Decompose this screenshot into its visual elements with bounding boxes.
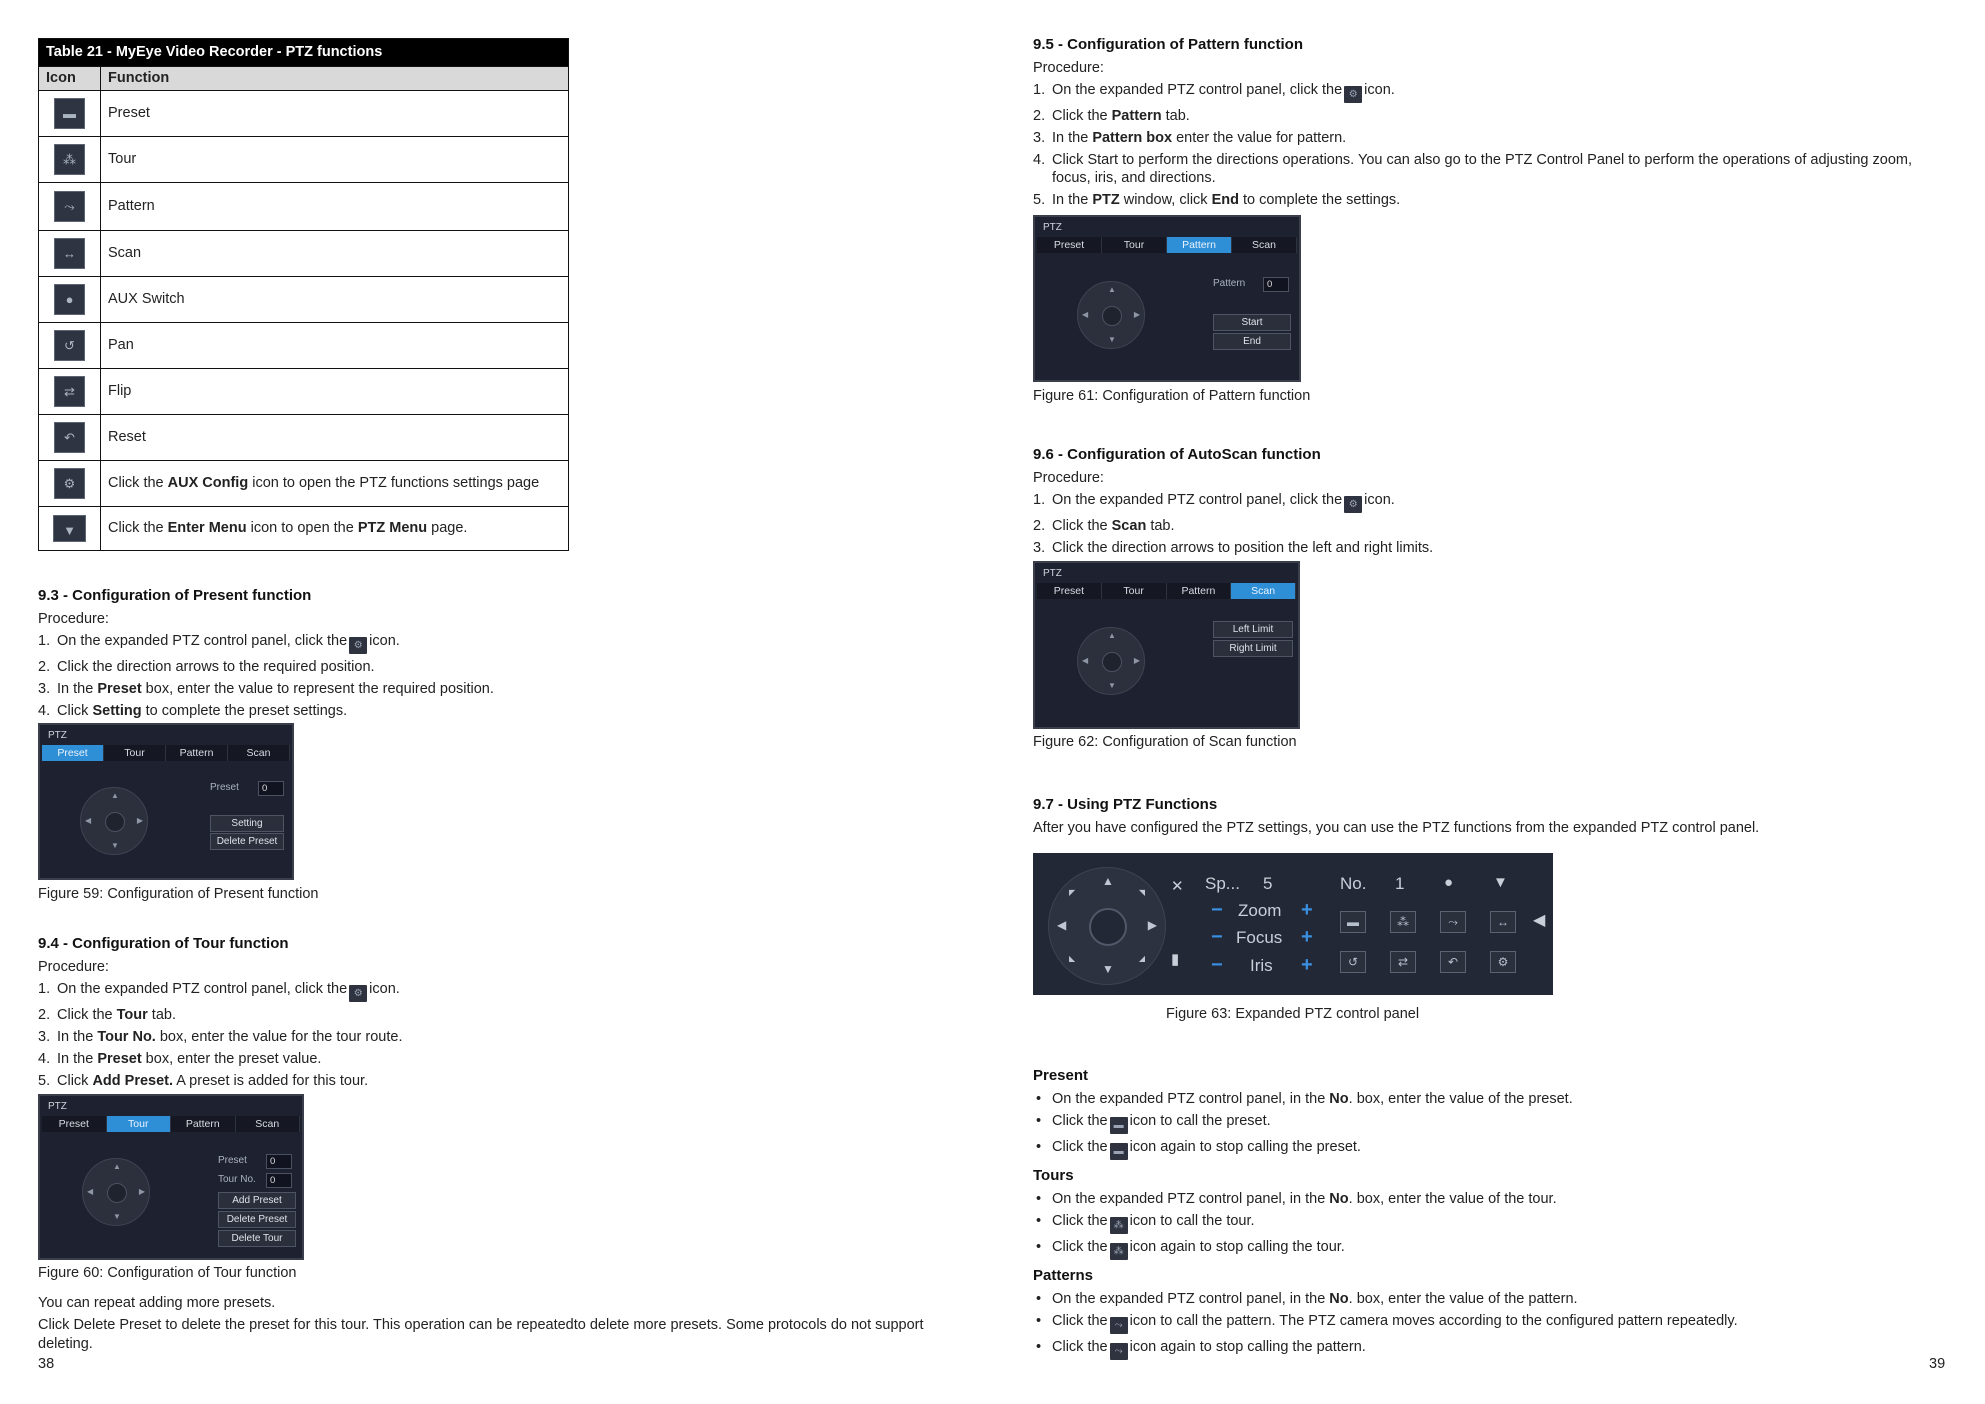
pattern-label: Pattern	[1213, 278, 1246, 289]
speed-value[interactable]: 5	[1263, 874, 1273, 893]
section-9-6	[1033, 445, 1943, 561]
section-9-7	[1033, 795, 1943, 837]
tour-icon: ⁂	[1110, 1217, 1128, 1234]
direction-joystick[interactable]: ▲ ▼ ◀ ▶	[1077, 627, 1145, 695]
page-number-left: 38	[38, 1356, 55, 1372]
figure-caption: Figure 63: Expanded PTZ control panel	[1166, 1006, 1420, 1022]
preset-icon[interactable]: ▬	[1340, 911, 1366, 933]
col-icon-header: Icon	[39, 66, 101, 90]
list-item: 4. Click Start to perform the directions operations. You can also go to the PTZ Control Panel to perform the operations of adjusting zoom, focus, iris, and directions.	[1033, 151, 1912, 187]
direction-joystick[interactable]: ▲ ▼ ◀ ▶	[1077, 281, 1145, 349]
section-heading: 9.5 - Configuration of Pattern function	[1033, 36, 1303, 53]
pattern-icon[interactable]: ⤳	[1440, 911, 1466, 933]
table-row: Click the AUX Config icon to open the PTZ functions settings page	[101, 460, 569, 506]
list-item: 5. Click Add Preset. A preset is added for this tour.	[38, 1072, 369, 1089]
section-9-5	[1033, 35, 1943, 214]
table-row: Reset	[101, 414, 569, 460]
table-row: AUX Switch	[101, 276, 569, 322]
section-heading: 9.3 - Configuration of Present function	[38, 587, 312, 604]
ptz-functions-table	[38, 38, 569, 551]
start-button[interactable]: Start	[1213, 314, 1291, 331]
list-item: 2. Click the Pattern tab.	[1033, 107, 1190, 124]
tab-scan[interactable]: Scan	[1232, 237, 1297, 253]
table-row: Tour	[101, 136, 569, 182]
delete-preset-button[interactable]: Delete Preset	[218, 1211, 296, 1228]
focus-minus-button[interactable]: −	[1211, 926, 1223, 948]
procedure-label: Procedure:	[1033, 469, 1104, 486]
no-label: No.	[1340, 874, 1367, 893]
section-9-4	[38, 934, 938, 1094]
focus-plus-button[interactable]: +	[1301, 926, 1313, 948]
preset-label: Preset	[218, 1155, 247, 1166]
paragraph: After you have configured the PTZ settings, you can use the PTZ functions from the expanded PTZ control panel.	[1033, 819, 1760, 836]
scan-icon: ↔	[54, 238, 85, 269]
gear-icon: ⚙	[1344, 86, 1362, 103]
list-item: 2. Click the direction arrows to the required position.	[38, 658, 375, 675]
collapse-arrow-icon[interactable]: ◀	[1533, 912, 1546, 929]
section-heading: 9.4 - Configuration of Tour function	[38, 935, 289, 952]
table-row: Pattern	[101, 182, 569, 230]
iris-minus-button[interactable]: −	[1211, 954, 1223, 976]
tab-tour[interactable]: Tour	[107, 1116, 172, 1132]
tab-preset[interactable]: Preset	[1037, 583, 1102, 599]
tour-icon: ⁂	[54, 144, 85, 175]
panel-title: PTZ	[1043, 568, 1062, 579]
subsection-heading: Tours	[1033, 1167, 1074, 1184]
procedure-label: Procedure:	[1033, 59, 1104, 76]
list-item: • On the expanded PTZ control panel, in the No. box, enter the value of the pattern.	[1033, 1290, 1943, 1309]
tab-preset[interactable]: Preset	[42, 745, 104, 761]
page-number-right: 39	[1929, 1356, 1946, 1372]
zoom-label: Zoom	[1238, 901, 1282, 920]
list-item: • On the expanded PTZ control panel, in the No. box, enter the value of the preset.	[1033, 1090, 1943, 1109]
panel-title: PTZ	[1043, 222, 1062, 233]
flip-icon[interactable]: ⇄	[1390, 951, 1416, 973]
ptz-pattern-panel	[1033, 215, 1301, 382]
direction-joystick[interactable]: ▲ ▼ ◀ ▶	[82, 1158, 150, 1226]
preset-icon: ▬	[1110, 1143, 1128, 1160]
list-item: • Click the ⁂ icon to call the tour.	[1033, 1212, 1943, 1234]
table-row: Pan	[101, 322, 569, 368]
aux-switch-icon: ●	[54, 284, 85, 315]
zoom-plus-button[interactable]: +	[1301, 899, 1313, 921]
list-item: 3. In the Pattern box enter the value for pattern.	[1033, 129, 1347, 146]
pan-icon[interactable]: ↺	[1340, 951, 1366, 973]
procedure-label: Procedure:	[38, 610, 109, 627]
procedure-label: Procedure:	[38, 958, 109, 975]
direction-joystick[interactable]: ▲ ▼ ◀ ▶ ◤ ◥ ◣ ◢	[1048, 867, 1166, 985]
end-button[interactable]: End	[1213, 333, 1291, 350]
tab-pattern[interactable]: Pattern	[1167, 237, 1232, 253]
list-item: 4. In the Preset box, enter the preset value.	[38, 1050, 322, 1067]
pan-icon: ↺	[54, 330, 85, 361]
delete-preset-button[interactable]: Delete Preset	[210, 833, 284, 850]
tab-tour[interactable]: Tour	[104, 745, 166, 761]
list-item: • Click the ⤳ icon to call the pattern. The PTZ camera moves according to the configured pattern repeatedly.	[1033, 1312, 1943, 1334]
section-heading: 9.6 - Configuration of AutoScan function	[1033, 446, 1321, 463]
tab-preset[interactable]: Preset	[42, 1116, 107, 1132]
aux-config-icon[interactable]: ⚙	[1490, 951, 1516, 973]
table-caption: Table 21 - MyEye Video Recorder - PTZ functions	[39, 39, 569, 67]
tab-pattern[interactable]: Pattern	[166, 745, 228, 761]
subsection-heading: Present	[1033, 1067, 1089, 1084]
pattern-icon: ⤳	[54, 191, 85, 222]
tab-pattern[interactable]: Pattern	[171, 1116, 236, 1132]
tab-tour[interactable]: Tour	[1102, 237, 1167, 253]
table-row: Preset	[101, 90, 569, 136]
preset-input[interactable]: 0	[266, 1154, 292, 1169]
pattern-input[interactable]: 0	[1263, 277, 1289, 292]
left-limit-button[interactable]: Left Limit	[1213, 621, 1293, 638]
add-preset-button[interactable]: Add Preset	[218, 1192, 296, 1209]
list-item: 4. Click Setting to complete the preset settings.	[38, 702, 348, 719]
tour-notes	[38, 1294, 948, 1354]
direction-joystick[interactable]: ▲ ▼ ◀ ▶	[80, 787, 148, 855]
table-row: Click the Enter Menu icon to open the PTZ Menu page.	[101, 506, 569, 550]
list-item: • Click the ⤳ icon again to stop calling the pattern.	[1033, 1338, 1943, 1360]
tab-scan[interactable]: Scan	[228, 745, 290, 761]
tab-scan[interactable]: Scan	[236, 1116, 301, 1132]
list-item: 1. On the expanded PTZ control panel, click the ⚙ icon.	[1033, 81, 1943, 103]
ptz-preset-panel	[38, 723, 294, 880]
list-item: 3. In the Preset box, enter the value to represent the required position.	[38, 680, 494, 697]
reset-icon[interactable]: ↶	[1440, 951, 1466, 973]
list-item: 3. In the Tour No. box, enter the value for the tour route.	[38, 1028, 403, 1045]
list-item: 2. Click the Tour tab.	[38, 1006, 176, 1023]
panel-title: PTZ	[48, 1101, 67, 1112]
preset-icon: ▬	[1110, 1117, 1128, 1134]
list-item: 1. On the expanded PTZ control panel, click the ⚙ icon.	[1033, 491, 1943, 513]
list-item: 1. On the expanded PTZ control panel, click the ⚙ icon.	[38, 632, 938, 654]
delete-tour-button[interactable]: Delete Tour	[218, 1230, 296, 1247]
gear-icon: ⚙	[1344, 496, 1362, 513]
aux-config-icon: ⚙	[54, 468, 85, 499]
pattern-icon: ⤳	[1110, 1317, 1128, 1334]
list-item: • Click the ▬ icon to call the preset.	[1033, 1112, 1943, 1134]
flip-icon: ⇄	[54, 376, 85, 407]
tour-icon[interactable]: ⁂	[1390, 911, 1416, 933]
figure-caption: Figure 59: Configuration of Present function	[38, 886, 319, 902]
gear-icon: ⚙	[349, 985, 367, 1002]
ptz-tour-panel	[38, 1094, 304, 1260]
enter-menu-icon[interactable]: ▼	[1493, 874, 1508, 891]
patterns-section	[1033, 1266, 1943, 1363]
panel-title: PTZ	[48, 730, 67, 741]
tour-icon: ⁂	[1110, 1243, 1128, 1260]
right-limit-button[interactable]: Right Limit	[1213, 640, 1293, 657]
focus-label: Focus	[1236, 928, 1283, 947]
figure-caption: Figure 62: Configuration of Scan function	[1033, 734, 1297, 750]
speed-label: Sp...	[1205, 874, 1240, 893]
table-row: Flip	[101, 368, 569, 414]
zoom-search-icon[interactable]	[1089, 908, 1127, 946]
list-item: • Click the ▬ icon again to stop calling the preset.	[1033, 1138, 1943, 1160]
scan-icon[interactable]: ↔	[1490, 911, 1516, 933]
tab-scan[interactable]: Scan	[1231, 583, 1296, 599]
expanded-ptz-control-panel	[1033, 853, 1553, 995]
paragraph: Click Delete Preset to delete the preset for this tour. This operation can be repeatedto delete more presets. Some protocols do not support deleting.	[38, 1316, 924, 1352]
enter-menu-icon: ▼	[53, 515, 86, 542]
preset-icon: ▬	[54, 98, 85, 129]
subsection-heading: Patterns	[1033, 1267, 1094, 1284]
setting-button[interactable]: Setting	[210, 815, 284, 832]
present-section	[1033, 1066, 1943, 1163]
tab-pattern[interactable]: Pattern	[1167, 583, 1232, 599]
list-item: 5. In the PTZ window, click End to complete the settings.	[1033, 192, 1401, 209]
gear-icon: ⚙	[349, 637, 367, 654]
preset-input[interactable]: 0	[258, 781, 284, 796]
iris-plus-button[interactable]: +	[1301, 954, 1313, 976]
paragraph: You can repeat adding more presets.	[38, 1295, 276, 1311]
tour-no-label: Tour No.	[218, 1174, 256, 1185]
mouse-icon: ▮	[1171, 951, 1180, 968]
zoom-minus-button[interactable]: −	[1211, 899, 1223, 921]
figure-caption: Figure 61: Configuration of Pattern function	[1033, 388, 1311, 404]
list-item: • On the expanded PTZ control panel, in the No. box, enter the value of the tour.	[1033, 1190, 1943, 1209]
tour-no-input[interactable]: 0	[266, 1173, 292, 1188]
list-item: 2. Click the Scan tab.	[1033, 517, 1175, 534]
fullscreen-icon[interactable]: ✕	[1171, 878, 1184, 895]
reset-icon: ↶	[54, 422, 85, 453]
tab-preset[interactable]: Preset	[1037, 237, 1102, 253]
figure-caption: Figure 60: Configuration of Tour function	[38, 1265, 297, 1281]
list-item: • Click the ⁂ icon again to stop calling the tour.	[1033, 1238, 1943, 1260]
no-value[interactable]: 1	[1395, 874, 1405, 893]
section-heading: 9.7 - Using PTZ Functions	[1033, 796, 1218, 813]
preset-label: Preset	[210, 782, 239, 793]
list-item: 3. Click the direction arrows to position the left and right limits.	[1033, 539, 1434, 556]
iris-label: Iris	[1250, 956, 1273, 975]
col-function-header: Function	[101, 66, 569, 90]
pattern-icon: ⤳	[1110, 1343, 1128, 1360]
section-9-3	[38, 586, 938, 724]
aux-switch-icon[interactable]: ●	[1444, 874, 1454, 891]
ptz-scan-panel	[1033, 561, 1300, 729]
tab-tour[interactable]: Tour	[1102, 583, 1167, 599]
table-row: Scan	[101, 230, 569, 276]
tours-section	[1033, 1166, 1943, 1263]
list-item: 1. On the expanded PTZ control panel, click the ⚙ icon.	[38, 980, 938, 1002]
